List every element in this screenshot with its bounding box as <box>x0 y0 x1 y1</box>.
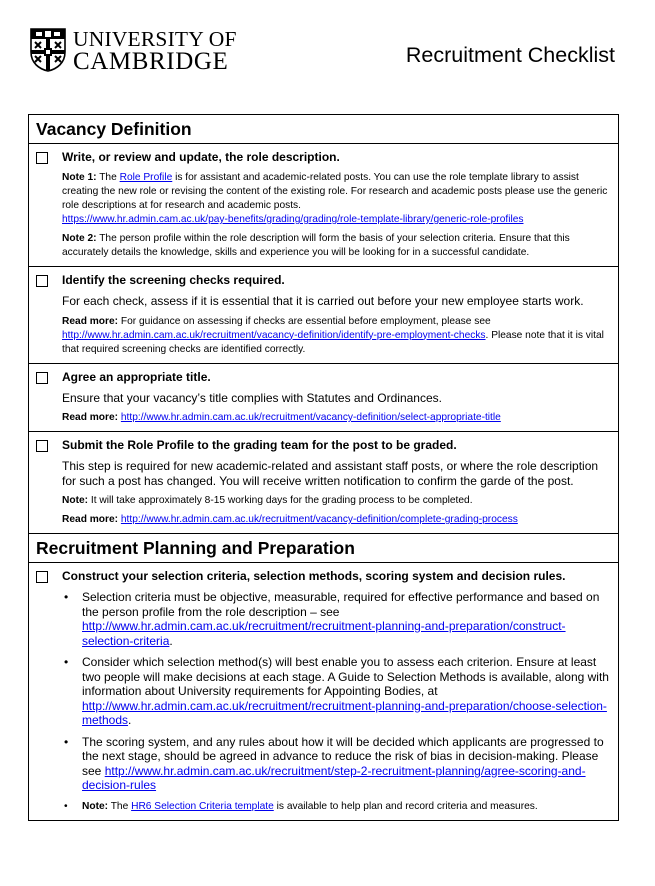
list-item: • Selection criteria must be objective, measurable, required for effective performance and based on the person profile from the role description – see http://www.hr.admin.cam.ac.uk/recruitment/recruitment-planning-and-preparation/construct-selection-criteria. <box>64 590 600 648</box>
bullet-text: Consider which selection method(s) will best enable you to assess each criterion. Ensure at least two people will make decisions at each stage. A Guide to Selection Methods is available, along with information about University requirements for Appointing Bodies, at <box>82 655 609 698</box>
read-more-text: . Please note that it is vital that required screening checks are identified correctly. <box>62 329 604 355</box>
read-more-label: Read more: <box>62 412 119 423</box>
grading-process-link[interactable]: http://www.hr.admin.cam.ac.uk/recruitment/vacancy-definition/complete-grading-process <box>120 514 518 525</box>
note-label: Note: <box>62 495 89 506</box>
page-header <box>0 0 655 110</box>
item-content <box>62 272 610 357</box>
checkbox-role-description[interactable] <box>36 152 48 164</box>
checkbox-screening-checks[interactable] <box>36 275 48 287</box>
checkbox-appropriate-title[interactable] <box>36 372 48 384</box>
logo-line-cambridge: CAMBRIDGE <box>73 48 229 75</box>
bullet-icon: • <box>64 655 69 669</box>
bullet-text: Selection criteria must be objective, measurable, required for effective performance and based on the person profile from the role description – see <box>82 590 600 619</box>
generic-role-profiles-link[interactable]: https://www.hr.admin.cam.ac.uk/pay-benefits/grading/grading/role-template-library/generic-role-profiles <box>62 214 524 225</box>
note-text: The <box>110 800 129 812</box>
checklist-item-grading <box>29 431 618 533</box>
note-text: is for assistant and academic-related posts. You can use the role template library to assist creating the new role or revising the content of the existing role. For research and academic posts please use the generic role descriptions at for research and academic posts. <box>62 172 608 211</box>
list-item <box>62 800 610 815</box>
item-content <box>62 437 610 527</box>
read-more-label: Read more: <box>62 514 119 525</box>
note-text: It will take approximately 8-15 working days for the grading process to be completed. <box>90 495 473 506</box>
bullet-icon: • <box>64 734 69 749</box>
role-profile-link[interactable]: Role Profile <box>119 172 173 183</box>
logo-line-university-of: UNIVERSITY OF <box>73 27 237 51</box>
cambridge-crest-icon <box>29 28 67 72</box>
choose-selection-methods-link[interactable]: http://www.hr.admin.cam.ac.uk/recruitment/recruitment-planning-and-preparation/choose-selection-methods <box>82 698 607 727</box>
list-item: • Consider which selection method(s) will best enable you to assess each criterion. Ensure at least two people will make decisions at each stage. A Guide to Selection Methods is available, along with information about University requirements for Appointing Bodies, at http://www.hr.admin.cam.ac.uk/recruitment/recruitment-planning-and-preparation/choose-selection-methods. <box>64 655 609 727</box>
pre-employment-checks-link[interactable]: http://www.hr.admin.cam.ac.uk/recruitment/vacancy-definition/identify-pre-employment-checks <box>62 329 486 341</box>
item-content <box>62 568 610 814</box>
note-text: The <box>99 172 117 183</box>
item-title: Identify the screening checks required. <box>62 273 285 287</box>
bullet-icon: • <box>64 800 68 812</box>
note-label: Note 1: <box>62 172 97 183</box>
read-more <box>62 411 610 425</box>
item-text: This step is required for new academic-related and assistant staff posts, or where the role description for such a post has changed. You will receive written notification to confirm the garde of the post. <box>62 459 599 488</box>
checklist-item-selection-criteria <box>29 562 618 820</box>
item-content <box>62 149 610 260</box>
bullet-list <box>62 590 610 814</box>
hr6-template-link[interactable]: HR6 Selection Criteria template <box>131 800 274 812</box>
document-title: Recruitment Checklist <box>405 43 615 67</box>
section-heading-recruitment-planning: Recruitment Planning and Preparation <box>29 533 618 562</box>
bullet-text: The scoring system, and any rules about how it will be decided which applicants are progressed to the next stage, should be agreed in advance to reduce the risk of bias in decision-making. Please see <box>82 734 604 778</box>
checkbox-grading[interactable] <box>36 440 48 452</box>
note-2 <box>62 232 610 260</box>
read-more-text: For guidance on assessing if checks are essential before employment, please see <box>120 315 491 327</box>
read-more <box>62 513 610 527</box>
item-title: Write, or review and update, the role description. <box>62 150 340 164</box>
note <box>62 494 610 508</box>
checklist-item-role-description <box>29 143 618 266</box>
read-more <box>62 315 610 357</box>
item-title: Construct your selection criteria, selection methods, scoring system and decision rules. <box>62 569 566 583</box>
read-more-label: Read more: <box>62 315 119 327</box>
construct-selection-criteria-link[interactable]: http://www.hr.admin.cam.ac.uk/recruitment/recruitment-planning-and-preparation/construct-selection-criteria <box>82 619 566 648</box>
checklist-table <box>28 114 619 821</box>
note-1 <box>62 171 610 227</box>
university-logo <box>29 27 244 75</box>
checkbox-selection-criteria[interactable] <box>36 571 48 583</box>
scoring-decision-rules-link[interactable]: http://www.hr.admin.cam.ac.uk/recruitment/step-2-recruitment-planning/agree-scoring-and-decision-rules <box>82 763 586 792</box>
checklist-item-appropriate-title <box>29 363 618 432</box>
item-text: Ensure that your vacancy’s title complies with Statutes and Ordinances. <box>62 390 442 405</box>
note-text: is available to help plan and record criteria and measures. <box>276 800 538 812</box>
item-content <box>62 369 610 426</box>
note-label: Note: <box>82 800 109 812</box>
checklist-item-screening-checks <box>29 266 618 363</box>
item-title: Agree an appropriate title. <box>62 369 211 384</box>
note-label: Note 2: <box>62 233 97 244</box>
select-title-link[interactable]: http://www.hr.admin.cam.ac.uk/recruitment/vacancy-definition/select-appropriate-title <box>120 412 501 423</box>
bullet-icon: • <box>64 590 69 604</box>
section-heading-vacancy-definition: Vacancy Definition <box>29 114 618 143</box>
item-title: Submit the Role Profile to the grading team for the post to be graded. <box>62 438 457 452</box>
note-text: The person profile within the role description will form the basis of your selection criteria. Ensure that this accurately details the knowledge, skills and experience you will be looking for in a successful candidate. <box>62 233 570 258</box>
list-item <box>62 735 610 793</box>
item-text: For each check, assess if it is essential that it is carried out before your new employee starts work. <box>62 294 584 308</box>
